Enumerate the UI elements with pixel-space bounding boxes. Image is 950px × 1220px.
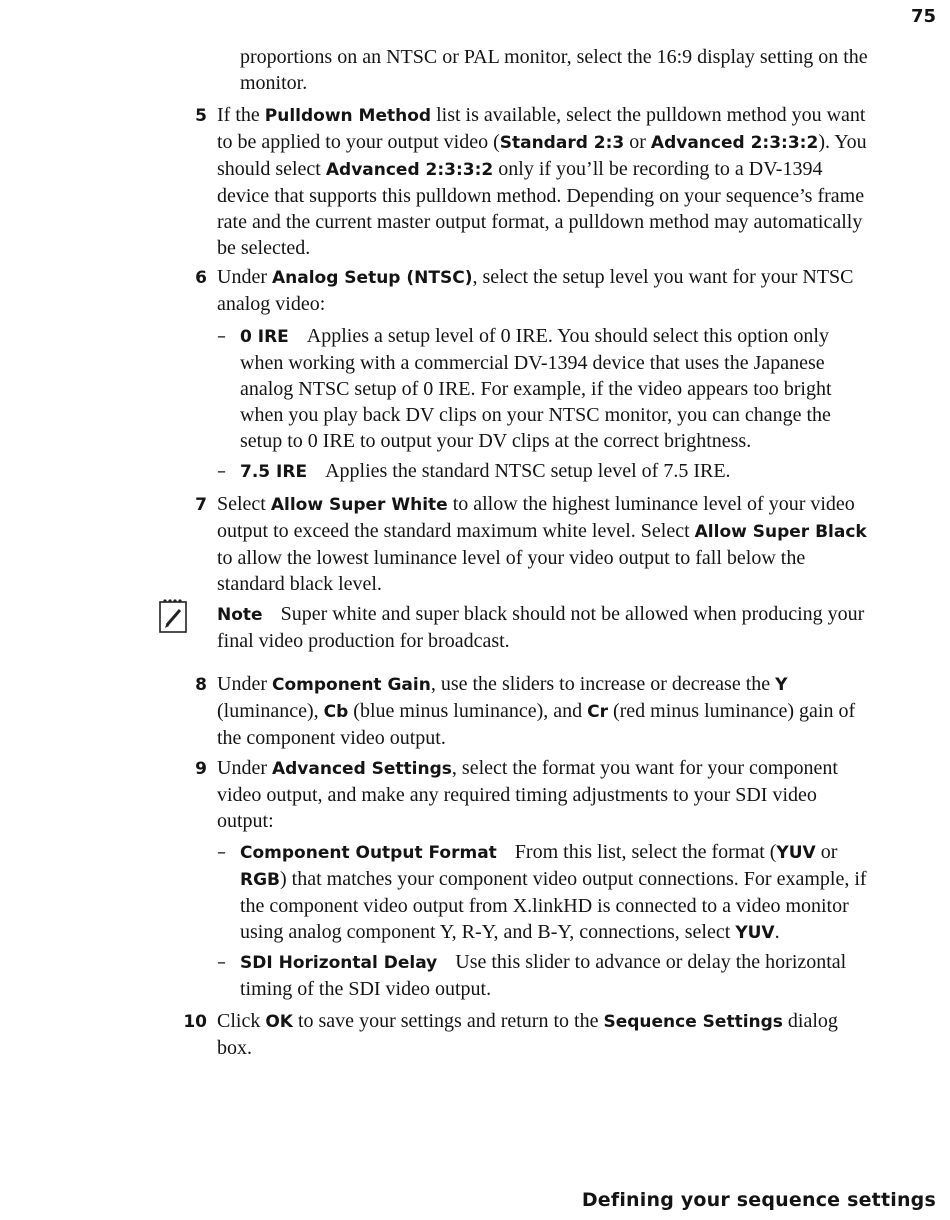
step-7-text: Select Allow Super White to allow the highest luminance level of your video output to exceed the standard maximum white level. Select Allow Super Black to allow the lowest luminance level of your video output to fall below the standard black level. xyxy=(217,493,867,595)
option-sdi-horizontal-delay: SDI Horizontal Delay Use this slider to advance or delay the horizontal timing of the SDI video output. xyxy=(240,951,847,1000)
step-7-number: 7 xyxy=(195,495,207,515)
footer-section-title: Defining your sequence settings xyxy=(581,1189,936,1211)
step-9-number: 9 xyxy=(195,759,207,779)
bullet-dash: – xyxy=(217,952,226,973)
pulldown-method-term: Pulldown Method xyxy=(264,106,432,126)
step-10-number: 10 xyxy=(183,1012,207,1032)
step-5-text: If the Pulldown Method list is available, select the pulldown method you want to be applied to your output video (Standard 2:3 or Advanced 2:3:3:2). You should select Advanced 2:3:3:2 only if you’ll be recording to a DV-1394 device that supports this pulldown method. Depending on your sequence’s frame rate and the current master output format, a pulldown method may automatically be selected. xyxy=(217,104,867,259)
step-6-text: Under Analog Setup (NTSC), select the setup level you want for your NTSC analog video: xyxy=(217,266,854,315)
note-text: Note Super white and super black should not be allowed when producing your final video production for broadcast. xyxy=(217,603,865,652)
step-10-text: Click OK to save your settings and return to the Sequence Settings dialog box. xyxy=(217,1010,838,1059)
option-7-5-ire: 7.5 IRE Applies the standard NTSC setup level of 7.5 IRE. xyxy=(240,460,731,482)
step-5-number: 5 xyxy=(195,106,207,126)
page-number: 75 xyxy=(910,6,936,27)
bullet-dash: – xyxy=(217,326,226,347)
continuation-paragraph: proportions on an NTSC or PAL monitor, select the 16:9 display setting on the monitor. xyxy=(240,46,868,94)
step-8-text: Under Component Gain, use the sliders to increase or decrease the Y (luminance), Cb (blue minus luminance), and Cr (red minus luminance) gain of the component video output. xyxy=(217,673,856,749)
option-0-ire: 0 IRE Applies a setup level of 0 IRE. You should select this option only when working with a commercial DV-1394 device that uses the Japanese analog NTSC setup of 0 IRE. For example, if the video appears too bright when you play back DV clips on your NTSC monitor, you can change the setup to 0 IRE to output your DV clips at the correct brightness. xyxy=(240,325,832,452)
option-component-output-format: Component Output Format From this list, select the format (YUV or RGB) that matches your component video output connections. For example, if the component video output from X.linkHD is connected to a video monitor using analog component Y, R-Y, and B-Y, connections, select YUV. xyxy=(240,841,867,943)
bullet-dash: – xyxy=(217,461,226,482)
step-9-text: Under Advanced Settings, select the format you want for your component video output, and make any required timing adjustments to your SDI video output: xyxy=(217,757,838,832)
bullet-dash: – xyxy=(217,842,226,863)
note-pencil-icon xyxy=(157,598,191,634)
step-8-number: 8 xyxy=(195,675,207,695)
step-6-number: 6 xyxy=(195,268,207,288)
note-label: Note xyxy=(217,605,263,625)
